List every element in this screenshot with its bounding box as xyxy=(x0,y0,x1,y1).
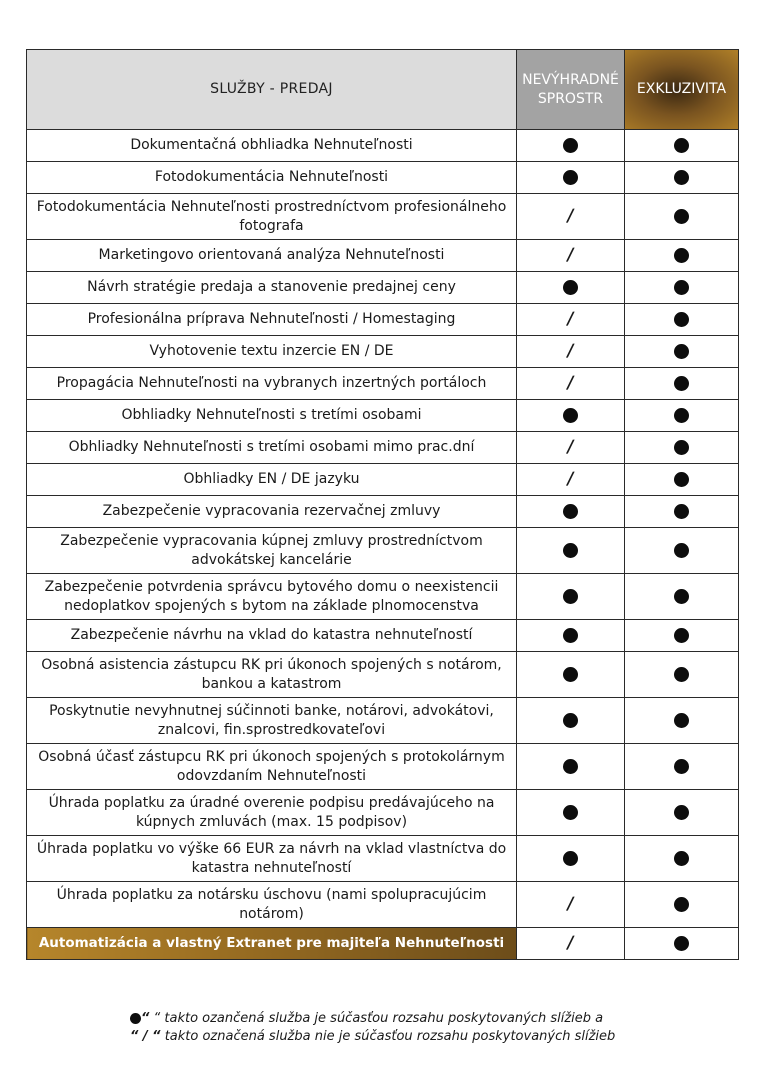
service-label: Osobná účasť zástupcu RK pri úkonoch spojených s protokolárnym odovzdaním Nehnuteľnosti xyxy=(27,744,517,790)
filled-circle-icon xyxy=(674,440,689,455)
service-label: Zabezpečenie potvrdenia správcu bytového domu o neexistencii nedoplatkov spojených s bytom na základe plnomocenstva xyxy=(27,574,517,620)
filled-circle-icon xyxy=(674,628,689,643)
nonexclusive-mark-cell xyxy=(517,336,625,368)
service-label: Propagácia Nehnuteľnosti na vybranych inzertných portáloch xyxy=(27,368,517,400)
slash-mark: / xyxy=(565,436,576,457)
filled-circle-icon xyxy=(674,312,689,327)
table-row xyxy=(27,836,739,882)
filled-circle-icon xyxy=(563,667,578,682)
exclusive-mark-cell xyxy=(625,194,739,240)
exclusive-mark-cell xyxy=(625,464,739,496)
table-row xyxy=(27,336,739,368)
exclusive-mark-cell xyxy=(625,368,739,400)
legend-not-included-text: takto označená služba nie je súčasťou rozsahu poskytovaných slížieb xyxy=(164,1029,616,1044)
filled-circle-icon xyxy=(674,667,689,682)
service-label: Úhrada poplatku za notársku úschovu (nami spolupracujúcim notárom) xyxy=(27,882,517,928)
service-label: Obhliadky Nehnuteľnosti s tretími osobami xyxy=(27,400,517,432)
service-label: Profesionálna príprava Nehnuteľnosti / Homestaging xyxy=(27,304,517,336)
slash-mark: / xyxy=(565,372,576,393)
table-row xyxy=(27,698,739,744)
service-label: Osobná asistencia zástupcu RK pri úkonoch spojených s notárom, bankou a katastrom xyxy=(27,652,517,698)
table-row xyxy=(27,432,739,464)
header-exclusive: EXKLUZIVITA xyxy=(625,50,739,130)
legend-included-text: “ takto ozančená služba je súčasťou rozsahu poskytovaných slížieb a xyxy=(153,1011,604,1026)
exclusive-mark-cell xyxy=(625,130,739,162)
exclusive-mark-cell xyxy=(625,162,739,194)
exclusive-mark-cell xyxy=(625,882,739,928)
exclusive-mark-cell xyxy=(625,528,739,574)
nonexclusive-mark-cell xyxy=(517,304,625,336)
filled-circle-icon xyxy=(563,589,578,604)
service-label: Úhrada poplatku vo výške 66 EUR za návrh na vklad vlastníctva do katastra nehnuteľností xyxy=(27,836,517,882)
table-row xyxy=(27,652,739,698)
nonexclusive-mark-cell xyxy=(517,240,625,272)
slash-mark: / xyxy=(565,893,576,914)
filled-circle-icon xyxy=(674,209,689,224)
filled-circle-icon xyxy=(674,805,689,820)
nonexclusive-mark-cell xyxy=(517,698,625,744)
table-row xyxy=(27,368,739,400)
filled-circle-icon xyxy=(674,344,689,359)
legend-line-not-included xyxy=(130,1028,690,1046)
table-row xyxy=(27,400,739,432)
filled-circle-icon xyxy=(674,543,689,558)
filled-circle-icon xyxy=(674,851,689,866)
slash-mark: / xyxy=(565,244,576,265)
table-row xyxy=(27,304,739,336)
filled-circle-icon xyxy=(674,713,689,728)
service-label: Zabezpečenie návrhu na vklad do katastra nehnuteľností xyxy=(27,620,517,652)
nonexclusive-mark-cell xyxy=(517,928,625,960)
nonexclusive-mark-cell xyxy=(517,464,625,496)
exclusive-mark-cell xyxy=(625,336,739,368)
filled-circle-icon xyxy=(674,138,689,153)
table-row xyxy=(27,240,739,272)
nonexclusive-mark-cell xyxy=(517,130,625,162)
filled-circle-icon xyxy=(563,628,578,643)
slash-mark: / xyxy=(565,932,576,953)
slash-mark: / xyxy=(565,468,576,489)
filled-circle-icon xyxy=(674,472,689,487)
nonexclusive-mark-cell xyxy=(517,652,625,698)
table-row xyxy=(27,464,739,496)
service-label: Obhliadky EN / DE jazyku xyxy=(27,464,517,496)
services-table xyxy=(26,49,739,960)
nonexclusive-mark-cell xyxy=(517,882,625,928)
service-label: Úhrada poplatku za úradné overenie podpisu predávajúceho na kúpnych zmluvách (max. 15 podpisov) xyxy=(27,790,517,836)
exclusive-mark-cell xyxy=(625,620,739,652)
service-label: Poskytnutie nevyhnutnej súčinnoti banke, notárovi, advokátovi, znalcovi, fin.sprostredkovateľovi xyxy=(27,698,517,744)
filled-circle-icon xyxy=(563,713,578,728)
service-label: Vyhotovenie textu inzercie EN / DE xyxy=(27,336,517,368)
legend-slash-symbol: “ / “ xyxy=(130,1029,161,1044)
nonexclusive-mark-cell xyxy=(517,272,625,304)
exclusive-mark-cell xyxy=(625,574,739,620)
table-row xyxy=(27,574,739,620)
exclusive-mark-cell xyxy=(625,928,739,960)
exclusive-mark-cell xyxy=(625,272,739,304)
exclusive-mark-cell xyxy=(625,400,739,432)
filled-circle-icon xyxy=(674,504,689,519)
nonexclusive-mark-cell xyxy=(517,574,625,620)
nonexclusive-mark-cell xyxy=(517,194,625,240)
filled-circle-icon xyxy=(563,805,578,820)
table-row xyxy=(27,272,739,304)
table-row xyxy=(27,194,739,240)
nonexclusive-mark-cell xyxy=(517,744,625,790)
filled-circle-icon xyxy=(563,408,578,423)
exclusive-mark-cell xyxy=(625,652,739,698)
service-label: Obhliadky Nehnuteľnosti s tretími osobami mimo prac.dní xyxy=(27,432,517,464)
table-header-row xyxy=(27,50,739,130)
exclusive-mark-cell xyxy=(625,304,739,336)
filled-circle-icon xyxy=(674,936,689,951)
filled-circle-icon xyxy=(674,170,689,185)
exclusive-mark-cell xyxy=(625,496,739,528)
legend-included-open-quote: “ xyxy=(141,1011,150,1026)
slash-mark: / xyxy=(565,308,576,329)
nonexclusive-mark-cell xyxy=(517,432,625,464)
filled-circle-icon xyxy=(674,589,689,604)
table-row xyxy=(27,496,739,528)
service-label: Automatizácia a vlastný Extranet pre majiteľa Nehnuteľnosti xyxy=(27,928,517,960)
table-row xyxy=(27,882,739,928)
filled-circle-icon xyxy=(563,851,578,866)
slash-mark: / xyxy=(565,340,576,361)
nonexclusive-mark-cell xyxy=(517,368,625,400)
filled-circle-icon xyxy=(563,543,578,558)
filled-circle-icon xyxy=(674,759,689,774)
nonexclusive-mark-cell xyxy=(517,528,625,574)
table-row xyxy=(27,162,739,194)
nonexclusive-mark-cell xyxy=(517,836,625,882)
filled-circle-icon xyxy=(563,280,578,295)
service-label: Zabezpečenie vypracovania kúpnej zmluvy prostredníctvom advokátskej kancelárie xyxy=(27,528,517,574)
service-label: Marketingovo orientovaná analýza Nehnuteľnosti xyxy=(27,240,517,272)
header-nonexclusive: NEVÝHRADNÉ SPROSTR xyxy=(517,50,625,130)
table-row xyxy=(27,928,739,960)
table-row xyxy=(27,130,739,162)
service-label: Dokumentačná obhliadka Nehnuteľnosti xyxy=(27,130,517,162)
service-label: Zabezpečenie vypracovania rezervačnej zmluvy xyxy=(27,496,517,528)
table-row xyxy=(27,744,739,790)
exclusive-mark-cell xyxy=(625,744,739,790)
filled-circle-icon xyxy=(674,408,689,423)
filled-circle-icon xyxy=(674,248,689,263)
nonexclusive-mark-cell xyxy=(517,400,625,432)
nonexclusive-mark-cell xyxy=(517,790,625,836)
exclusive-mark-cell xyxy=(625,240,739,272)
filled-circle-icon xyxy=(674,376,689,391)
legend-line-included xyxy=(130,1010,690,1028)
service-label: Návrh stratégie predaja a stanovenie predajnej ceny xyxy=(27,272,517,304)
filled-circle-icon xyxy=(130,1013,141,1024)
nonexclusive-mark-cell xyxy=(517,162,625,194)
table-row xyxy=(27,790,739,836)
exclusive-mark-cell xyxy=(625,836,739,882)
exclusive-mark-cell xyxy=(625,790,739,836)
slash-mark: / xyxy=(565,205,576,226)
exclusive-mark-cell xyxy=(625,698,739,744)
nonexclusive-mark-cell xyxy=(517,496,625,528)
filled-circle-icon xyxy=(563,504,578,519)
table-row xyxy=(27,620,739,652)
table-row xyxy=(27,528,739,574)
service-label: Fotodokumentácia Nehnuteľnosti xyxy=(27,162,517,194)
filled-circle-icon xyxy=(674,897,689,912)
legend xyxy=(130,1010,690,1046)
filled-circle-icon xyxy=(563,759,578,774)
header-services: SLUŽBY - PREDAJ xyxy=(27,50,517,130)
nonexclusive-mark-cell xyxy=(517,620,625,652)
filled-circle-icon xyxy=(563,170,578,185)
filled-circle-icon xyxy=(674,280,689,295)
filled-circle-icon xyxy=(563,138,578,153)
service-label: Fotodokumentácia Nehnuteľnosti prostredníctvom profesionálneho fotografa xyxy=(27,194,517,240)
exclusive-mark-cell xyxy=(625,432,739,464)
